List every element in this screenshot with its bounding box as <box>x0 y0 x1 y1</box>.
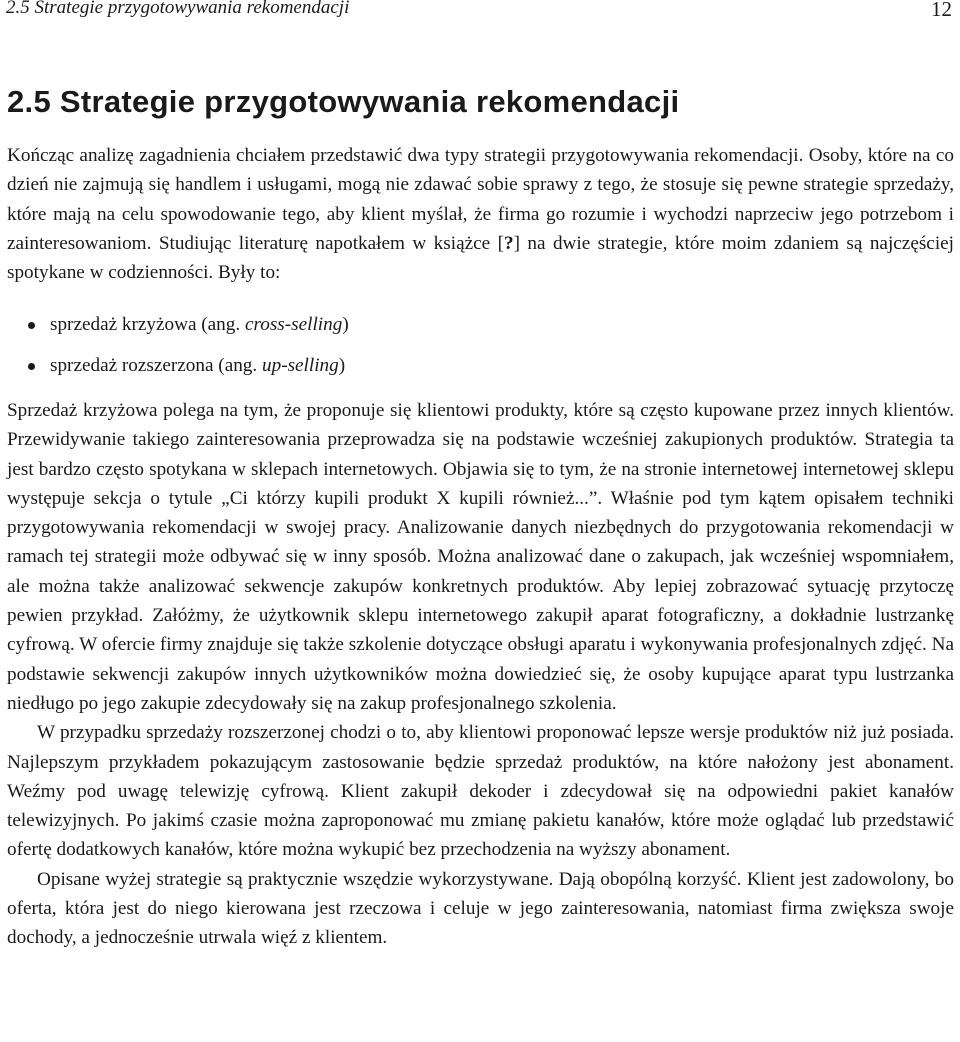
paragraph-cross-selling: Sprzedaż krzyżowa polega na tym, że proponuje się klientowi produkty, które są często kupowane przez innych klientów. Przewidywanie takiego zainteresowania przeprowadza się na podstawie wcześniej zakupionych produktów. Strategia ta jest bardzo często spotykana w sklepach internetowych. Objawia się to tym, że na stronie internetowej internetowej sklepu występuje sekcja o tytule „Ci którzy kupili produkt X kupili również...”. Właśnie pod tym kątem opisałem techniki przygotowywania rekomendacji w swojej pracy. Analizowanie danych niezbędnych do przygotowania rekomendacji w ramach tej strategii może odbywać się w inny sposób. Można analizować dane o zakupach, jak wcześniej wspomniałem, ale można także analizować sekwencje zakupów konkretnych produktów. Aby lepiej zobrazować sytuację przytoczę pewien przykład. Załóżmy, że użytkownik sklepu internetowego zakupił aparat fotograficzny, a dokładnie lustrzankę cyfrową. W ofercie firmy znajduje się także szkolenie dotyczące obsługi aparatu i wykonywania profesjonalnych zdjęć. Na podstawie sekwencji zakupów innych użytkowników można dowiedzieć się, że osoby kupujące aparat typu lustrzanka niedługo po jego zakupie zdecydowały się na zakup profesjonalnego szkolenia. <box>7 400 954 714</box>
section-heading: 2.5 Strategie przygotowywania rekomendacji <box>7 84 680 119</box>
list-item-text: sprzedaż rozszerzona (ang. <box>50 355 262 376</box>
citation-reference[interactable]: ? <box>503 232 514 254</box>
paragraph-summary: Opisane wyżej strategie są praktycznie wszędzie wykorzystywane. Dają obopólną korzyść. Klient jest zadowolony, bo oferta, która jest do niego kierowana jest rzeczowa i celuje w jego zainteresowania, natomiast firma zwiększa swoje dochody, a jednocześnie utrwala więź z klientem. <box>7 868 954 949</box>
bullet-icon <box>28 322 35 329</box>
list-item-close: ) <box>338 355 346 376</box>
running-header <box>6 0 952 27</box>
list-item-term: up-selling <box>262 355 339 376</box>
body-paragraphs <box>7 396 954 953</box>
paragraph-up-selling: W przypadku sprzedaży rozszerzonej chodzi o to, aby klientowi proponować lepsze wersje produktów niż już posiada. Najlepszym przykładem pokazującym zastosowanie będzie sprzedaż produktów, na które nałożony jest abonament. Weźmy pod uwagę telewizję cyfrową. Klient zakupił dekoder i zdecydował się na odpowiedni pakiet kanałów telewizyjnych. Po jakimś czasie można zaproponować mu zmianę pakietu kanałów, które może oglądać lub przedstawić ofertę dodatkowych kanałów, które można wykupić bez przechodzenia na wyższy abonament. <box>7 722 954 861</box>
page-number: 12 <box>931 0 952 21</box>
intro-paragraph <box>7 141 954 287</box>
list-item <box>7 351 349 381</box>
intro-text-part2: ] na dwie strategie, które moim zdaniem są najczęściej spotykane w codzienności. Były to: <box>7 232 954 284</box>
intro-text <box>7 141 954 287</box>
list-item <box>7 310 349 340</box>
list-item-close: ) <box>342 314 349 335</box>
bullet-icon <box>28 363 35 370</box>
running-header-title: 2.5 Strategie przygotowywania rekomendacji <box>6 0 350 18</box>
list-item-text: sprzedaż krzyżowa (ang. <box>50 314 245 335</box>
intro-text-part1: Kończąc analizę zagadnienia chciałem przedstawić dwa typy strategii przygotowywania rekomendacji. Osoby, które na co dzień nie zajmują się handlem i usługami, mogą nie zdawać sobie sprawy z tego, że stosuje się pewne strategie sprzedaży, które mają na celu spowodowanie tego, aby klient myślał, że firma go rozumie i wychodzi naprzeciw jego potrzebom i zainteresowaniom. Studiując literaturę napotkałem w książce [ <box>7 145 954 254</box>
strategy-list <box>7 310 349 381</box>
list-item-term: cross-selling <box>244 314 343 335</box>
